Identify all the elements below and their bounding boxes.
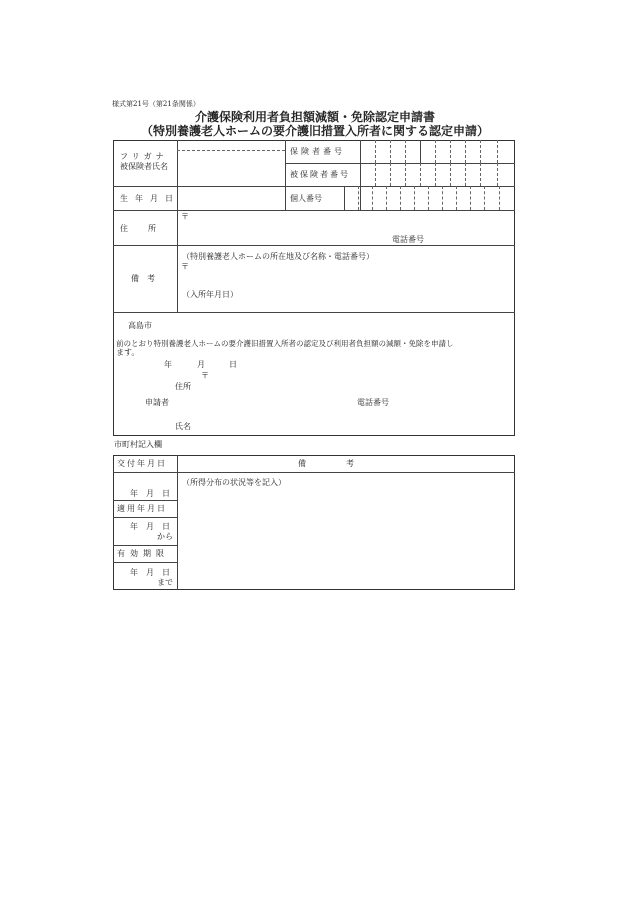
income-note: （所得分布の状況等を記入） xyxy=(182,478,286,487)
address-postal-mark: 〒 xyxy=(181,212,189,221)
furigana-separator xyxy=(177,150,285,151)
remarks-label: 備考 xyxy=(131,274,163,283)
valid-period-ymd: 年 月 日 xyxy=(130,568,170,577)
admission-date-label: （入所年月日） xyxy=(182,290,238,299)
birthdate-label: 生年月日 xyxy=(120,194,180,203)
applicant-name-label: 氏名 xyxy=(175,422,191,431)
column-divider xyxy=(285,140,286,210)
address-label: 住所 xyxy=(120,224,176,233)
declaration-text-line2: ます。 xyxy=(116,348,140,357)
phone-label: 電話番号 xyxy=(392,235,424,244)
insured-number-label: 被保険者番号 xyxy=(290,170,350,179)
insured-name-label: 被保険者氏名 xyxy=(120,162,168,171)
declaration-text-line1: 前のとおり特別養護老人ホームの要介護旧措置入所者の認定及び利用者負担額の減額・免除を申請し xyxy=(116,339,454,348)
furigana-label: フリガナ xyxy=(120,152,168,161)
main-table xyxy=(113,140,515,436)
city-name: 高島市 xyxy=(128,321,152,330)
municipal-remarks-header: 備 考 xyxy=(298,459,354,468)
individual-number-label: 個人番号 xyxy=(290,194,322,203)
column-divider xyxy=(360,140,361,210)
form-title: 介護保険利用者負担額減額・免除認定申請書 xyxy=(194,110,435,124)
municipal-section-label: 市町村記入欄 xyxy=(114,440,162,449)
row-divider xyxy=(113,210,515,211)
date-year: 年 xyxy=(164,360,172,369)
applicant-label: 申請者 xyxy=(145,398,169,407)
apply-from: から xyxy=(157,532,173,541)
date-day: 日 xyxy=(229,360,237,369)
issue-date-label: 交付年月日 xyxy=(117,459,167,468)
valid-until: まで xyxy=(157,578,173,587)
column-divider xyxy=(177,140,178,312)
facility-note: （特別養護老人ホームの所在地及び名称・電話番号） xyxy=(182,252,374,261)
form-number: 様式第21号（第21条関係） xyxy=(112,100,200,108)
insurer-number-label: 保険者番号 xyxy=(290,147,345,156)
applicant-address-label: 住所 xyxy=(175,382,191,391)
applicant-postal-mark: 〒 xyxy=(201,371,209,380)
row-divider xyxy=(113,245,515,246)
applicant-phone-label: 電話番号 xyxy=(357,398,389,407)
row-divider xyxy=(113,312,515,313)
date-month: 月 xyxy=(197,360,205,369)
municipal-table xyxy=(113,455,515,590)
form-subtitle: （特別養護老人ホームの要介護旧措置入所者に関する認定申請） xyxy=(140,124,489,138)
valid-period-label: 有効期限 xyxy=(117,549,169,558)
apply-date-label: 適用年月日 xyxy=(117,504,167,513)
apply-date-ymd: 年 月 日 xyxy=(130,522,170,531)
issue-date-ymd: 年 月 日 xyxy=(130,489,170,498)
facility-postal-mark: 〒 xyxy=(181,262,189,271)
row-divider xyxy=(113,186,515,187)
